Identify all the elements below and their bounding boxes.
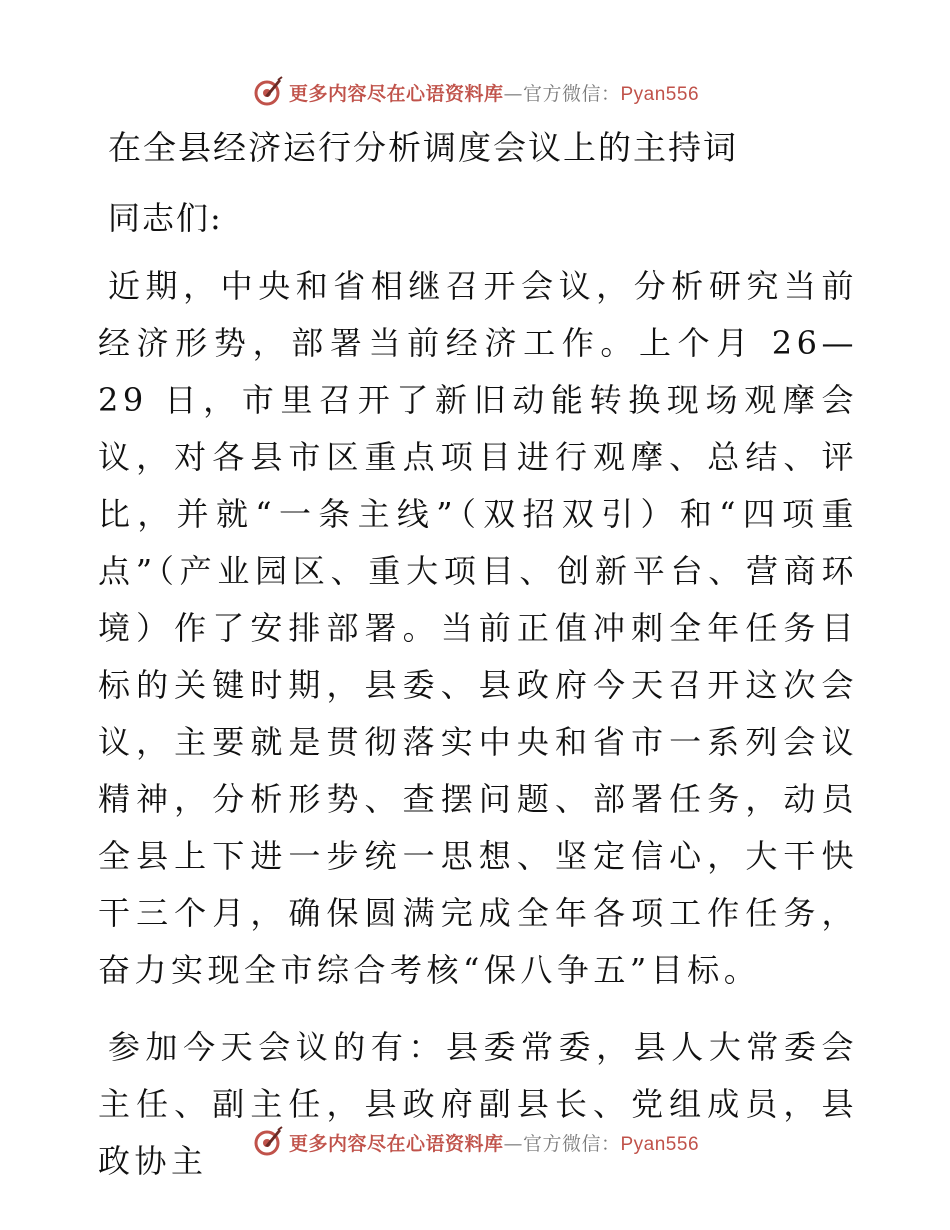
watermark-sub-text: 官方微信： — [522, 1132, 621, 1155]
watermark-dash: — — [503, 1132, 523, 1155]
watermark-main-text: 更多内容尽在心语资料库 — [288, 1132, 504, 1155]
quill-logo-icon — [251, 1126, 283, 1158]
document-body — [98, 122, 858, 1190]
watermark-main-text: 更多内容尽在心语资料库 — [288, 82, 504, 105]
paragraph-intro: 近期，中央和省相继召开会议，分析研究当前经济形势，部署当前经济工作。上个月 26—29 日，市里召开了新旧动能转换现场观摩会议，对各县市区重点项目进行观摩、总结、评比，并就“一条主线”（双招双引）和“四项重点”（产业园区、重大项目、创新平台、营商环境）作了安排部署。当前正值冲刺全年任务目标的关键时期，县委、县政府今天召开这次会议，主要就是贯彻落实中央和省市一系列会议精神，分析形势、查摆问题、部署任务，动员全县上下进一步统一思想、坚定信心，大干快干三个月，确保圆满完成全年各项工作任务，奋力实现全市综合考核“保八争五”目标。 — [98, 267, 858, 989]
watermark-dash: — — [503, 82, 523, 105]
watermark-sub-text: 官方微信： — [522, 82, 621, 105]
paragraph-attendees: 参加今天会议的有：县委常委，县人大常委会主任、副主任，县政府副县长、党组成员，县政协主 — [98, 1028, 858, 1180]
header-watermark — [0, 72, 950, 112]
watermark-wechat-id: Pyan556 — [620, 1133, 700, 1155]
greeting: 同志们: — [108, 199, 223, 237]
quill-logo-icon — [251, 76, 283, 108]
footer-watermark — [0, 1122, 950, 1162]
document-title: 在全县经济运行分析调度会议上的主持词 — [108, 128, 738, 167]
watermark-wechat-id: Pyan556 — [620, 83, 700, 105]
